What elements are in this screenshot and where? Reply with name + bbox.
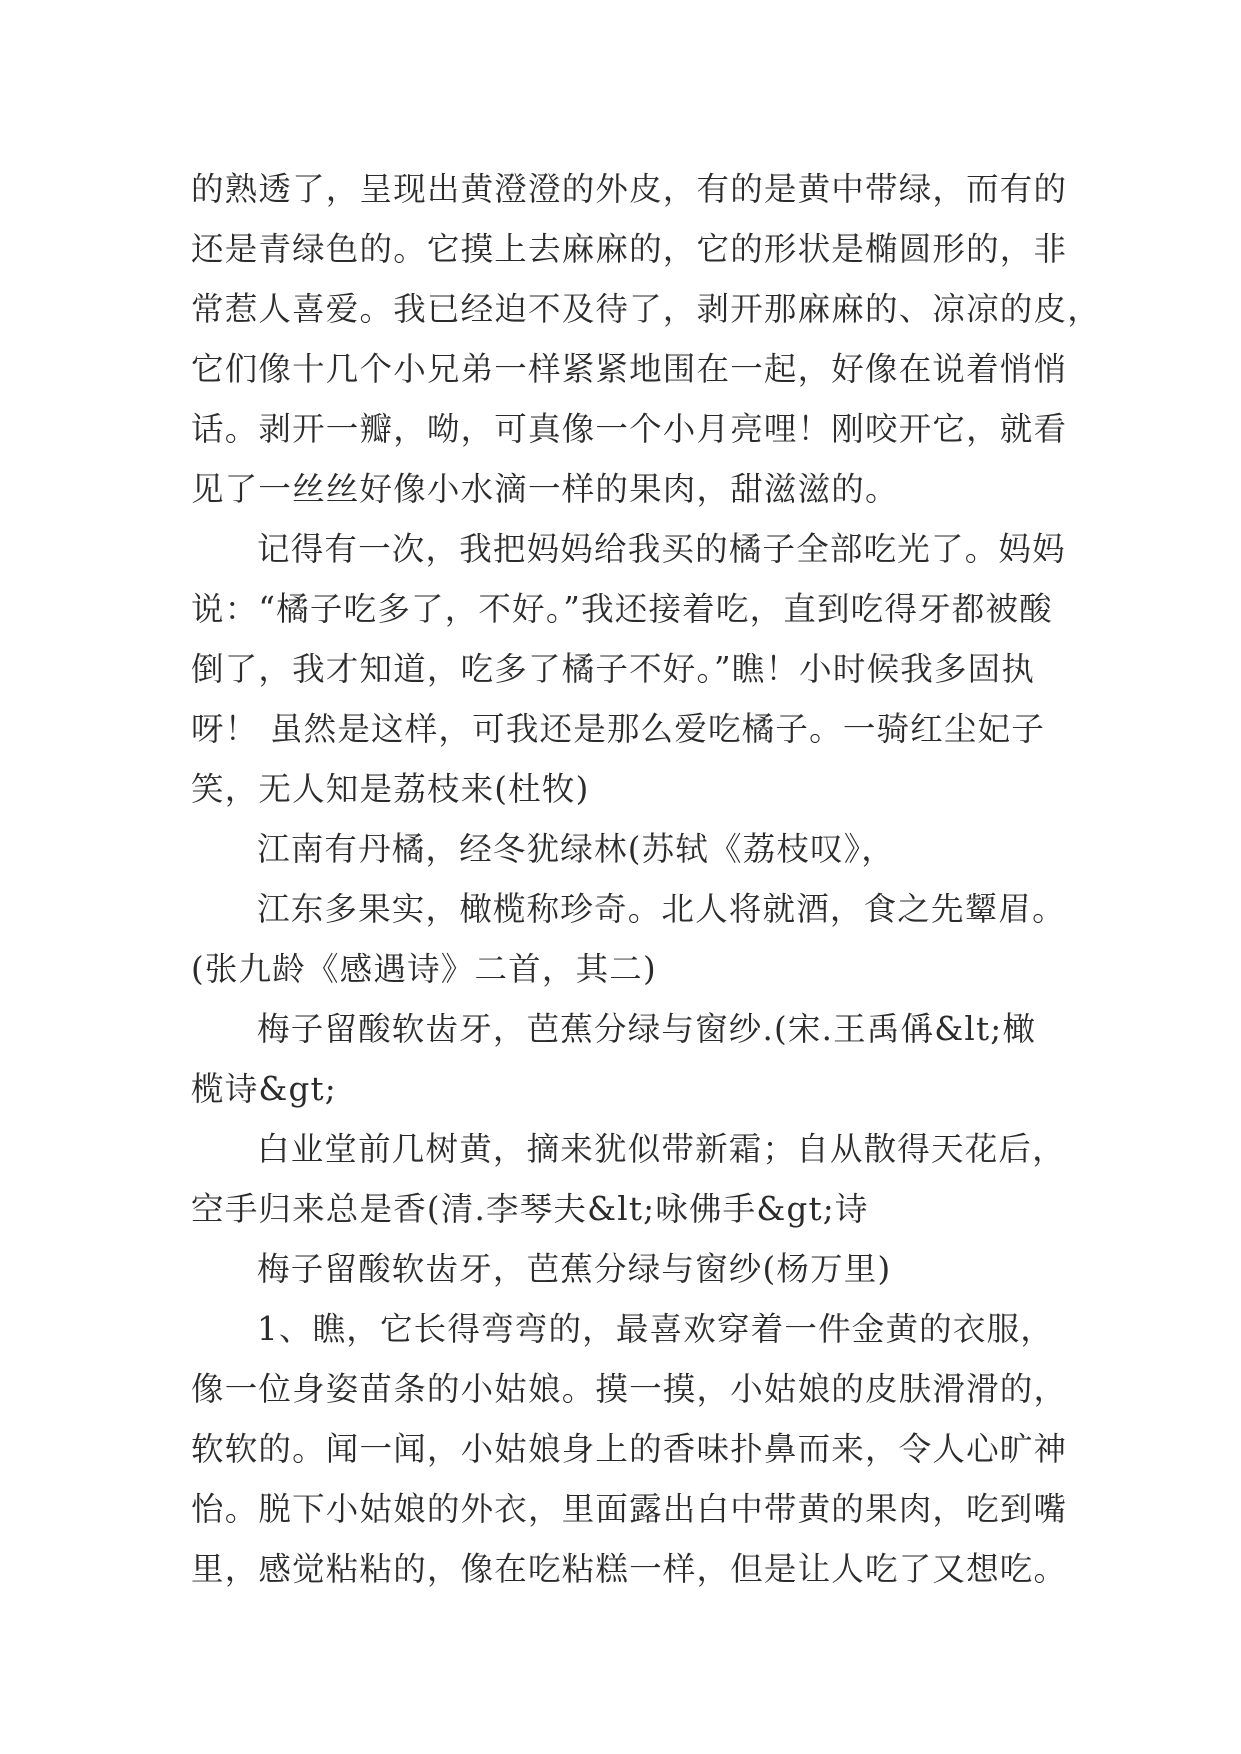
text-line: 还是青绿色的。它摸上去麻麻的，它的形状是椭圆形的，非: [191, 230, 1068, 268]
text-line: 的熟透了，呈现出黄澄澄的外皮，有的是黄中带绿，而有的: [191, 170, 1068, 208]
text-line: (张九龄《感遇诗》二首，其二): [191, 950, 657, 988]
text-line: 像一位身姿苗条的小姑娘。摸一摸，小姑娘的皮肤滑滑的，: [191, 1370, 1068, 1408]
text-line: 记得有一次，我把妈妈给我买的橘子全部吃光了。妈妈: [257, 530, 1066, 568]
text-line: 白业堂前几树黄，摘来犹似带新霜；自从散得天花后，: [257, 1130, 1066, 1168]
text-line: 空手归来总是香(清.李琴夫&lt;咏佛手&gt;诗: [191, 1190, 869, 1228]
text-line: 话。剥开一瓣，呦，可真像一个小月亮哩！刚咬开它，就看: [191, 410, 1068, 448]
text-line: 江东多果实，橄榄称珍奇。北人将就酒，食之先颦眉。: [257, 890, 1066, 928]
text-line: 榄诗&gt;: [191, 1070, 337, 1108]
text-line: 梅子留酸软齿牙，芭蕉分绿与窗纱.(宋.王禹偁&lt;橄: [257, 1010, 1037, 1048]
text-line: 倒了，我才知道，吃多了橘子不好。”瞧！小时候我多固执: [191, 650, 1036, 688]
text-line: 常惹人喜爱。我已经迫不及待了，剥开那麻麻的、凉凉的皮，: [191, 290, 1101, 328]
text-line: 它们像十几个小兄弟一样紧紧地围在一起，好像在说着悄悄: [191, 350, 1068, 388]
text-line: 梅子留酸软齿牙，芭蕉分绿与窗纱(杨万里): [257, 1250, 892, 1288]
text-line: 1、瞧，它长得弯弯的，最喜欢穿着一件金黄的衣服，: [257, 1310, 1054, 1348]
text-line: 见了一丝丝好像小水滴一样的果肉，甜滋滋的。: [191, 470, 899, 508]
text-line: 说：“橘子吃多了，不好。”我还接着吃，直到吃得牙都被酸: [191, 590, 1053, 628]
text-line: 怡。脱下小姑娘的外衣，里面露出白中带黄的果肉，吃到嘴: [191, 1490, 1068, 1528]
document-body: [191, 159, 1101, 1599]
text-line: 里，感觉粘粘的，像在吃粘糕一样，但是让人吃了又想吃。: [191, 1550, 1068, 1588]
text-line: 江南有丹橘，经冬犹绿林(苏轼《荔枝叹》，: [257, 830, 895, 868]
text-line: 软软的。闻一闻，小姑娘身上的香味扑鼻而来，令人心旷神: [191, 1430, 1068, 1468]
text-line: 呀！ 虽然是这样，可我还是那么爱吃橘子。一骑红尘妃子: [191, 710, 1046, 748]
text-line: 笑，无人知是荔枝来(杜牧): [191, 770, 590, 808]
